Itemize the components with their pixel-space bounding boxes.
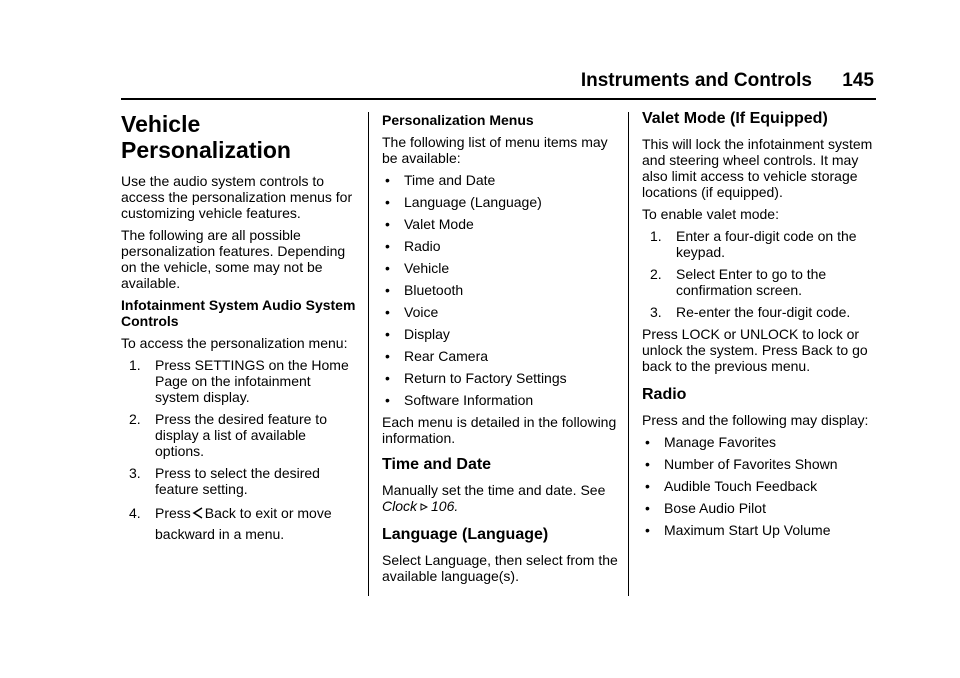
menu-item: • Software Information xyxy=(385,392,534,408)
time-date-paragraph: Manually set the time and date. See Clock 106. xyxy=(382,482,606,514)
radio-paragraph: Press and the following may display: xyxy=(642,412,869,428)
menu-item: • Time and Date xyxy=(385,172,496,188)
radio-item: • Number of Favorites Shown xyxy=(645,456,838,472)
step-text: Press to select the desired feature setting. xyxy=(155,465,320,497)
radio-heading: Radio xyxy=(642,386,687,403)
language-heading: Language (Language) xyxy=(382,526,549,543)
valet-step xyxy=(642,266,878,298)
step-text: Press the desired feature to display a list of available options. xyxy=(155,411,327,459)
menu-item: • Vehicle xyxy=(385,260,450,276)
main-heading-line-1: Vehicle xyxy=(121,111,201,137)
header-rule xyxy=(121,98,876,100)
availability-paragraph: The following are all possible personalization features. Depending on the vehicle, some may not be available. xyxy=(121,227,346,291)
page-ref-icon xyxy=(420,503,428,511)
menu-item: • Valet Mode xyxy=(385,216,474,232)
clock-page-ref[interactable]: 106 xyxy=(431,498,455,514)
access-step xyxy=(121,357,357,405)
step-number: 1. xyxy=(129,357,141,373)
infotainment-subheading: Infotainment System Audio System Controls xyxy=(121,297,356,329)
step-number: 2. xyxy=(650,266,662,282)
section-title: Instruments and Controls xyxy=(580,70,812,91)
column-1 xyxy=(121,108,357,551)
step-text-post: Back to exit or move backward in a menu. xyxy=(155,505,332,542)
time-date-heading: Time and Date xyxy=(382,456,492,473)
radio-item: • Bose Audio Pilot xyxy=(645,500,766,516)
back-chevron-icon xyxy=(192,507,204,519)
menu-item: • Language (Language) xyxy=(385,194,542,210)
radio-item: • Audible Touch Feedback xyxy=(645,478,818,494)
menu-items-list xyxy=(382,172,618,408)
page-header xyxy=(0,70,960,94)
step-number: 1. xyxy=(650,228,662,244)
step-number: 2. xyxy=(129,411,141,427)
step-number: 3. xyxy=(129,465,141,481)
valet-step xyxy=(642,304,878,320)
valet-paragraph: This will lock the infotainment system and steering wheel controls. It may also limit access to vehicle storage locations (if equipped). xyxy=(642,136,873,200)
menu-item: • Voice xyxy=(385,304,439,320)
radio-item: • Manage Favorites xyxy=(645,434,777,450)
main-heading-line-2: Personalization xyxy=(121,137,291,163)
valet-step xyxy=(642,228,878,260)
step-text: Re-enter the four-digit code. xyxy=(676,304,851,320)
language-paragraph: Select Language, then select from the available language(s). xyxy=(382,552,618,584)
step-text-pre: Press xyxy=(155,505,191,521)
menu-item: • Rear Camera xyxy=(385,348,489,364)
valet-enable: To enable valet mode: xyxy=(642,206,779,222)
valet-lock-paragraph: Press LOCK or UNLOCK to lock or unlock the system. Press Back to go back to the previous menu. xyxy=(642,326,868,374)
page-number: 145 xyxy=(842,70,874,91)
step-number: 3. xyxy=(650,304,662,320)
radio-items-list xyxy=(642,434,878,538)
menu-item: • Return to Factory Settings xyxy=(385,370,567,386)
step-text: Enter a four-digit code on the keypad. xyxy=(676,228,857,260)
valet-heading: Valet Mode (If Equipped) xyxy=(642,110,828,127)
step-number: 4. xyxy=(129,505,141,521)
step-text: Press SETTINGS on the Home Page on the infotainment system display. xyxy=(155,357,349,405)
menu-item: • Radio xyxy=(385,238,441,254)
access-step xyxy=(121,503,357,545)
column-2 xyxy=(382,108,618,590)
access-step xyxy=(121,465,357,497)
menus-heading: Personalization Menus xyxy=(382,112,534,128)
access-step xyxy=(121,411,357,459)
menu-item: • Bluetooth xyxy=(385,282,464,298)
access-paragraph: To access the personalization menu: xyxy=(121,335,348,351)
valet-steps xyxy=(642,228,878,320)
radio-item: • Maximum Start Up Volume xyxy=(645,522,831,538)
clock-xref[interactable]: Clock xyxy=(382,498,418,514)
step-text: Select Enter to go to the confirmation screen. xyxy=(676,266,827,298)
column-3 xyxy=(642,108,878,544)
column-divider-2 xyxy=(628,112,629,596)
menus-intro: The following list of menu items may be available: xyxy=(382,134,608,166)
intro-paragraph: Use the audio system controls to access the personalization menus for customizing vehicle features. xyxy=(121,173,353,221)
main-heading xyxy=(121,111,357,163)
menu-item: • Display xyxy=(385,326,450,342)
column-divider-1 xyxy=(368,112,369,596)
menus-outro: Each menu is detailed in the following information. xyxy=(382,414,617,446)
access-steps xyxy=(121,357,357,545)
